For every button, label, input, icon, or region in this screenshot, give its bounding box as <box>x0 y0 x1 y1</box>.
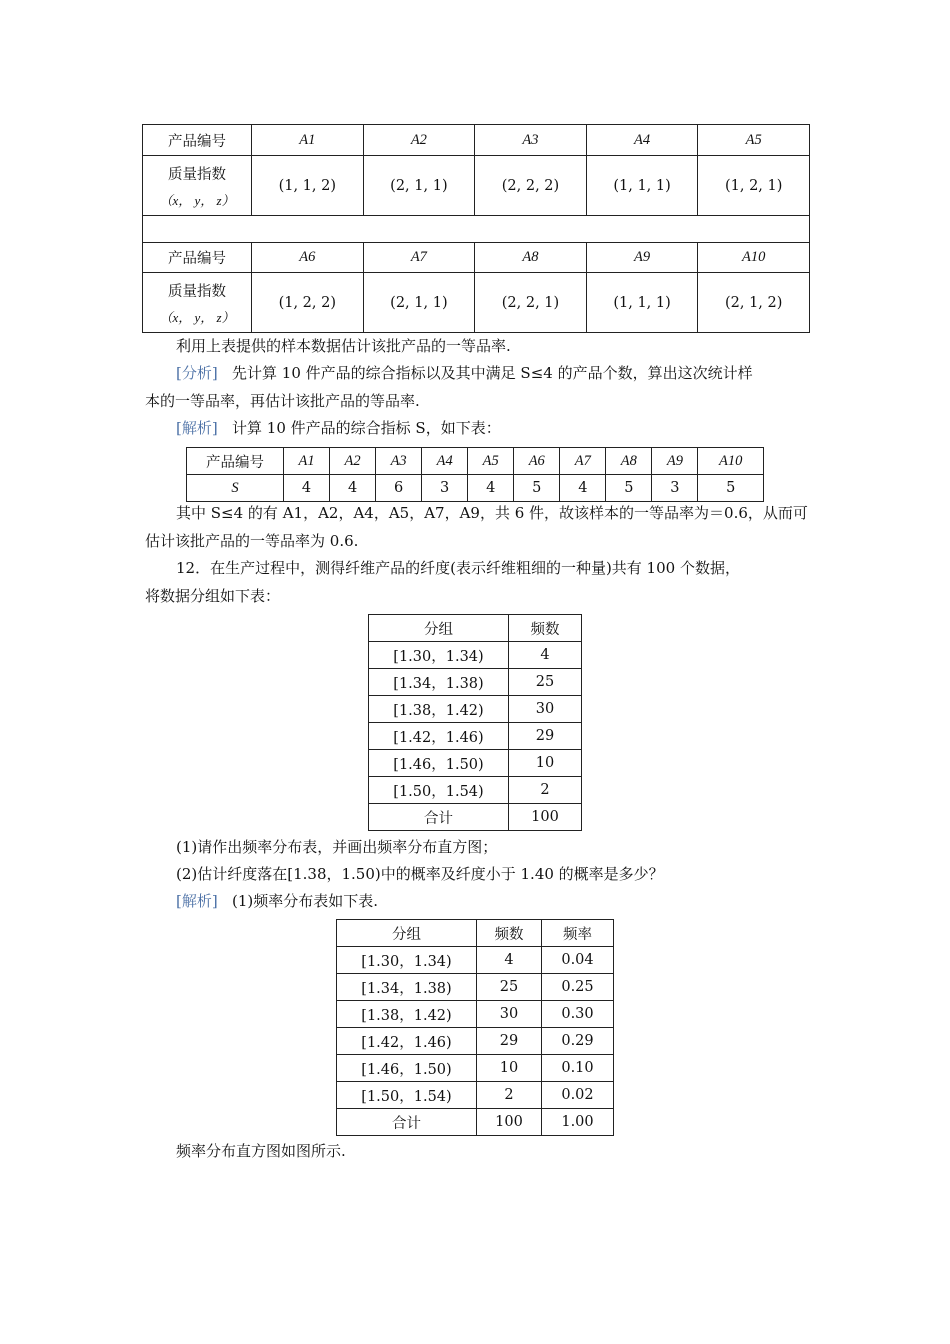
solution-2-line <box>176 889 378 913</box>
count-cell: 29 <box>509 723 582 750</box>
solution-tag: [解析] <box>176 892 218 910</box>
question-12-line-1: 12．在生产过程中，测得纤维产品的纤度(表示纤维粗细的一种量)共有 100 个数据， <box>176 559 740 577</box>
table-header-cell: 产品编号 <box>143 125 252 156</box>
s-value-cell: 3 <box>422 475 468 502</box>
xyz-label: （x， y， z） <box>159 309 235 325</box>
s-value-cell: 5 <box>606 475 652 502</box>
group-cell: [1.46，1.50) <box>369 750 509 777</box>
s-value-cell: 3 <box>652 475 698 502</box>
quality-value-cell: (2, 2, 2) <box>475 156 587 216</box>
column-header: 分组 <box>369 615 509 642</box>
group-cell: 合计 <box>369 804 509 831</box>
table-header-cell: 产品编号 <box>187 448 284 475</box>
count-cell: 25 <box>509 669 582 696</box>
count-cell: 4 <box>477 947 542 974</box>
count-cell: 10 <box>509 750 582 777</box>
frequency-cell: 0.30 <box>542 1001 614 1028</box>
product-id-cell: A9 <box>586 243 698 273</box>
count-cell: 100 <box>477 1109 542 1136</box>
group-cell: [1.34，1.38) <box>337 974 477 1001</box>
group-cell: [1.30，1.34) <box>369 642 509 669</box>
result-line-1: 其中 S≤4 的有 A1，A2，A4，A5，A7，A9，共 6 件，故该样本的一等品率为＝0.6，从而可 <box>176 504 808 522</box>
group-cell: [1.42，1.46) <box>337 1028 477 1055</box>
s-value-cell: 5 <box>514 475 560 502</box>
quality-value-cell: (2, 2, 1) <box>475 273 587 333</box>
use-data-sentence: 利用上表提供的样本数据估计该批产品的一等品率. <box>176 337 511 355</box>
count-cell: 4 <box>509 642 582 669</box>
count-cell: 2 <box>509 777 582 804</box>
product-id-cell: A1 <box>252 125 364 156</box>
group-cell: [1.46，1.50) <box>337 1055 477 1082</box>
group-cell: [1.50，1.54) <box>337 1082 477 1109</box>
product-id-cell: A8 <box>475 243 587 273</box>
frequency-distribution-table <box>336 919 614 1136</box>
product-id-cell: A3 <box>376 448 422 475</box>
sub-question-1: (1)请作出频率分布表，并画出频率分布直方图； <box>176 838 498 856</box>
frequency-cell: 0.25 <box>542 974 614 1001</box>
product-id-cell: A3 <box>475 125 587 156</box>
frequency-cell: 1.00 <box>542 1109 614 1136</box>
frequency-cell: 0.10 <box>542 1055 614 1082</box>
product-id-cell: A9 <box>652 448 698 475</box>
product-id-cell: A5 <box>468 448 514 475</box>
s-index-table <box>186 447 764 502</box>
frequency-cell: 0.29 <box>542 1028 614 1055</box>
sub-question-2: (2)估计纤度落在[1.38，1.50)中的概率及纤度小于 1.40 的概率是多少？ <box>176 865 664 883</box>
analysis-text-1: 先计算 10 件产品的综合指标以及其中满足 S≤4 的产品个数，算出这次统计样 <box>232 364 753 382</box>
count-cell: 29 <box>477 1028 542 1055</box>
group-cell: 合计 <box>337 1109 477 1136</box>
solution-text: (1)频率分布表如下表. <box>232 892 379 910</box>
group-cell: [1.30，1.34) <box>337 947 477 974</box>
quality-value-cell: (1, 1, 2) <box>252 156 364 216</box>
product-id-cell: A10 <box>698 448 764 475</box>
frequency-table <box>368 614 582 831</box>
frequency-cell: 0.04 <box>542 947 614 974</box>
group-cell: [1.42，1.46) <box>369 723 509 750</box>
product-id-cell: A6 <box>514 448 560 475</box>
table-header-cell: 产品编号 <box>143 243 252 273</box>
quality-value-cell: (2, 1, 1) <box>363 273 475 333</box>
final-sentence: 频率分布直方图如图所示. <box>176 1142 346 1160</box>
product-id-cell: A1 <box>284 448 330 475</box>
analysis-tag: [分析] <box>176 364 218 382</box>
count-cell: 30 <box>477 1001 542 1028</box>
count-cell: 100 <box>509 804 582 831</box>
s-value-cell: 4 <box>284 475 330 502</box>
quality-value-cell: (1, 1, 1) <box>586 156 698 216</box>
s-value-cell: 4 <box>330 475 376 502</box>
product-id-cell: A2 <box>330 448 376 475</box>
quality-value-cell: (2, 1, 2) <box>698 273 810 333</box>
count-cell: 10 <box>477 1055 542 1082</box>
quality-value-cell: (1, 2, 2) <box>252 273 364 333</box>
quality-label-cell <box>143 156 252 216</box>
product-id-cell: A7 <box>363 243 475 273</box>
count-cell: 25 <box>477 974 542 1001</box>
group-cell: [1.38，1.42) <box>369 696 509 723</box>
column-header: 分组 <box>337 920 477 947</box>
product-id-cell: A8 <box>606 448 652 475</box>
column-header: 频率 <box>542 920 614 947</box>
product-id-cell: A10 <box>698 243 810 273</box>
quality-label-cell <box>143 273 252 333</box>
column-header: 频数 <box>509 615 582 642</box>
quality-value-cell: (1, 2, 1) <box>698 156 810 216</box>
product-id-cell: A7 <box>560 448 606 475</box>
frequency-cell: 0.02 <box>542 1082 614 1109</box>
quality-label: 质量指数 <box>168 283 226 300</box>
count-cell: 2 <box>477 1082 542 1109</box>
quality-value-cell: (2, 1, 1) <box>363 156 475 216</box>
solution-text: 计算 10 件产品的综合指标 S，如下表： <box>232 419 501 437</box>
count-cell: 30 <box>509 696 582 723</box>
column-header: 频数 <box>477 920 542 947</box>
spacer-row <box>143 216 810 243</box>
product-id-cell: A5 <box>698 125 810 156</box>
solution-line <box>176 416 501 440</box>
xyz-label: （x， y， z） <box>159 192 235 208</box>
product-id-cell: A2 <box>363 125 475 156</box>
result-line-2: 估计该批产品的一等品率为 0.6. <box>145 532 359 550</box>
group-cell: [1.38，1.42) <box>337 1001 477 1028</box>
s-value-cell: 5 <box>698 475 764 502</box>
group-cell: [1.50，1.54) <box>369 777 509 804</box>
group-cell: [1.34，1.38) <box>369 669 509 696</box>
analysis-line-2: 本的一等品率，再估计该批产品的等品率. <box>145 392 420 410</box>
s-value-cell: 4 <box>468 475 514 502</box>
quality-table <box>142 124 810 333</box>
product-id-cell: A4 <box>422 448 468 475</box>
s-label-cell: S <box>187 475 284 502</box>
quality-label: 质量指数 <box>168 166 226 183</box>
s-value-cell: 6 <box>376 475 422 502</box>
solution-tag: [解析] <box>176 419 218 437</box>
product-id-cell: A6 <box>252 243 364 273</box>
analysis-line-1 <box>176 361 753 385</box>
question-12-line-2: 将数据分组如下表： <box>145 587 281 605</box>
s-value-cell: 4 <box>560 475 606 502</box>
product-id-cell: A4 <box>586 125 698 156</box>
quality-value-cell: (1, 1, 1) <box>586 273 698 333</box>
